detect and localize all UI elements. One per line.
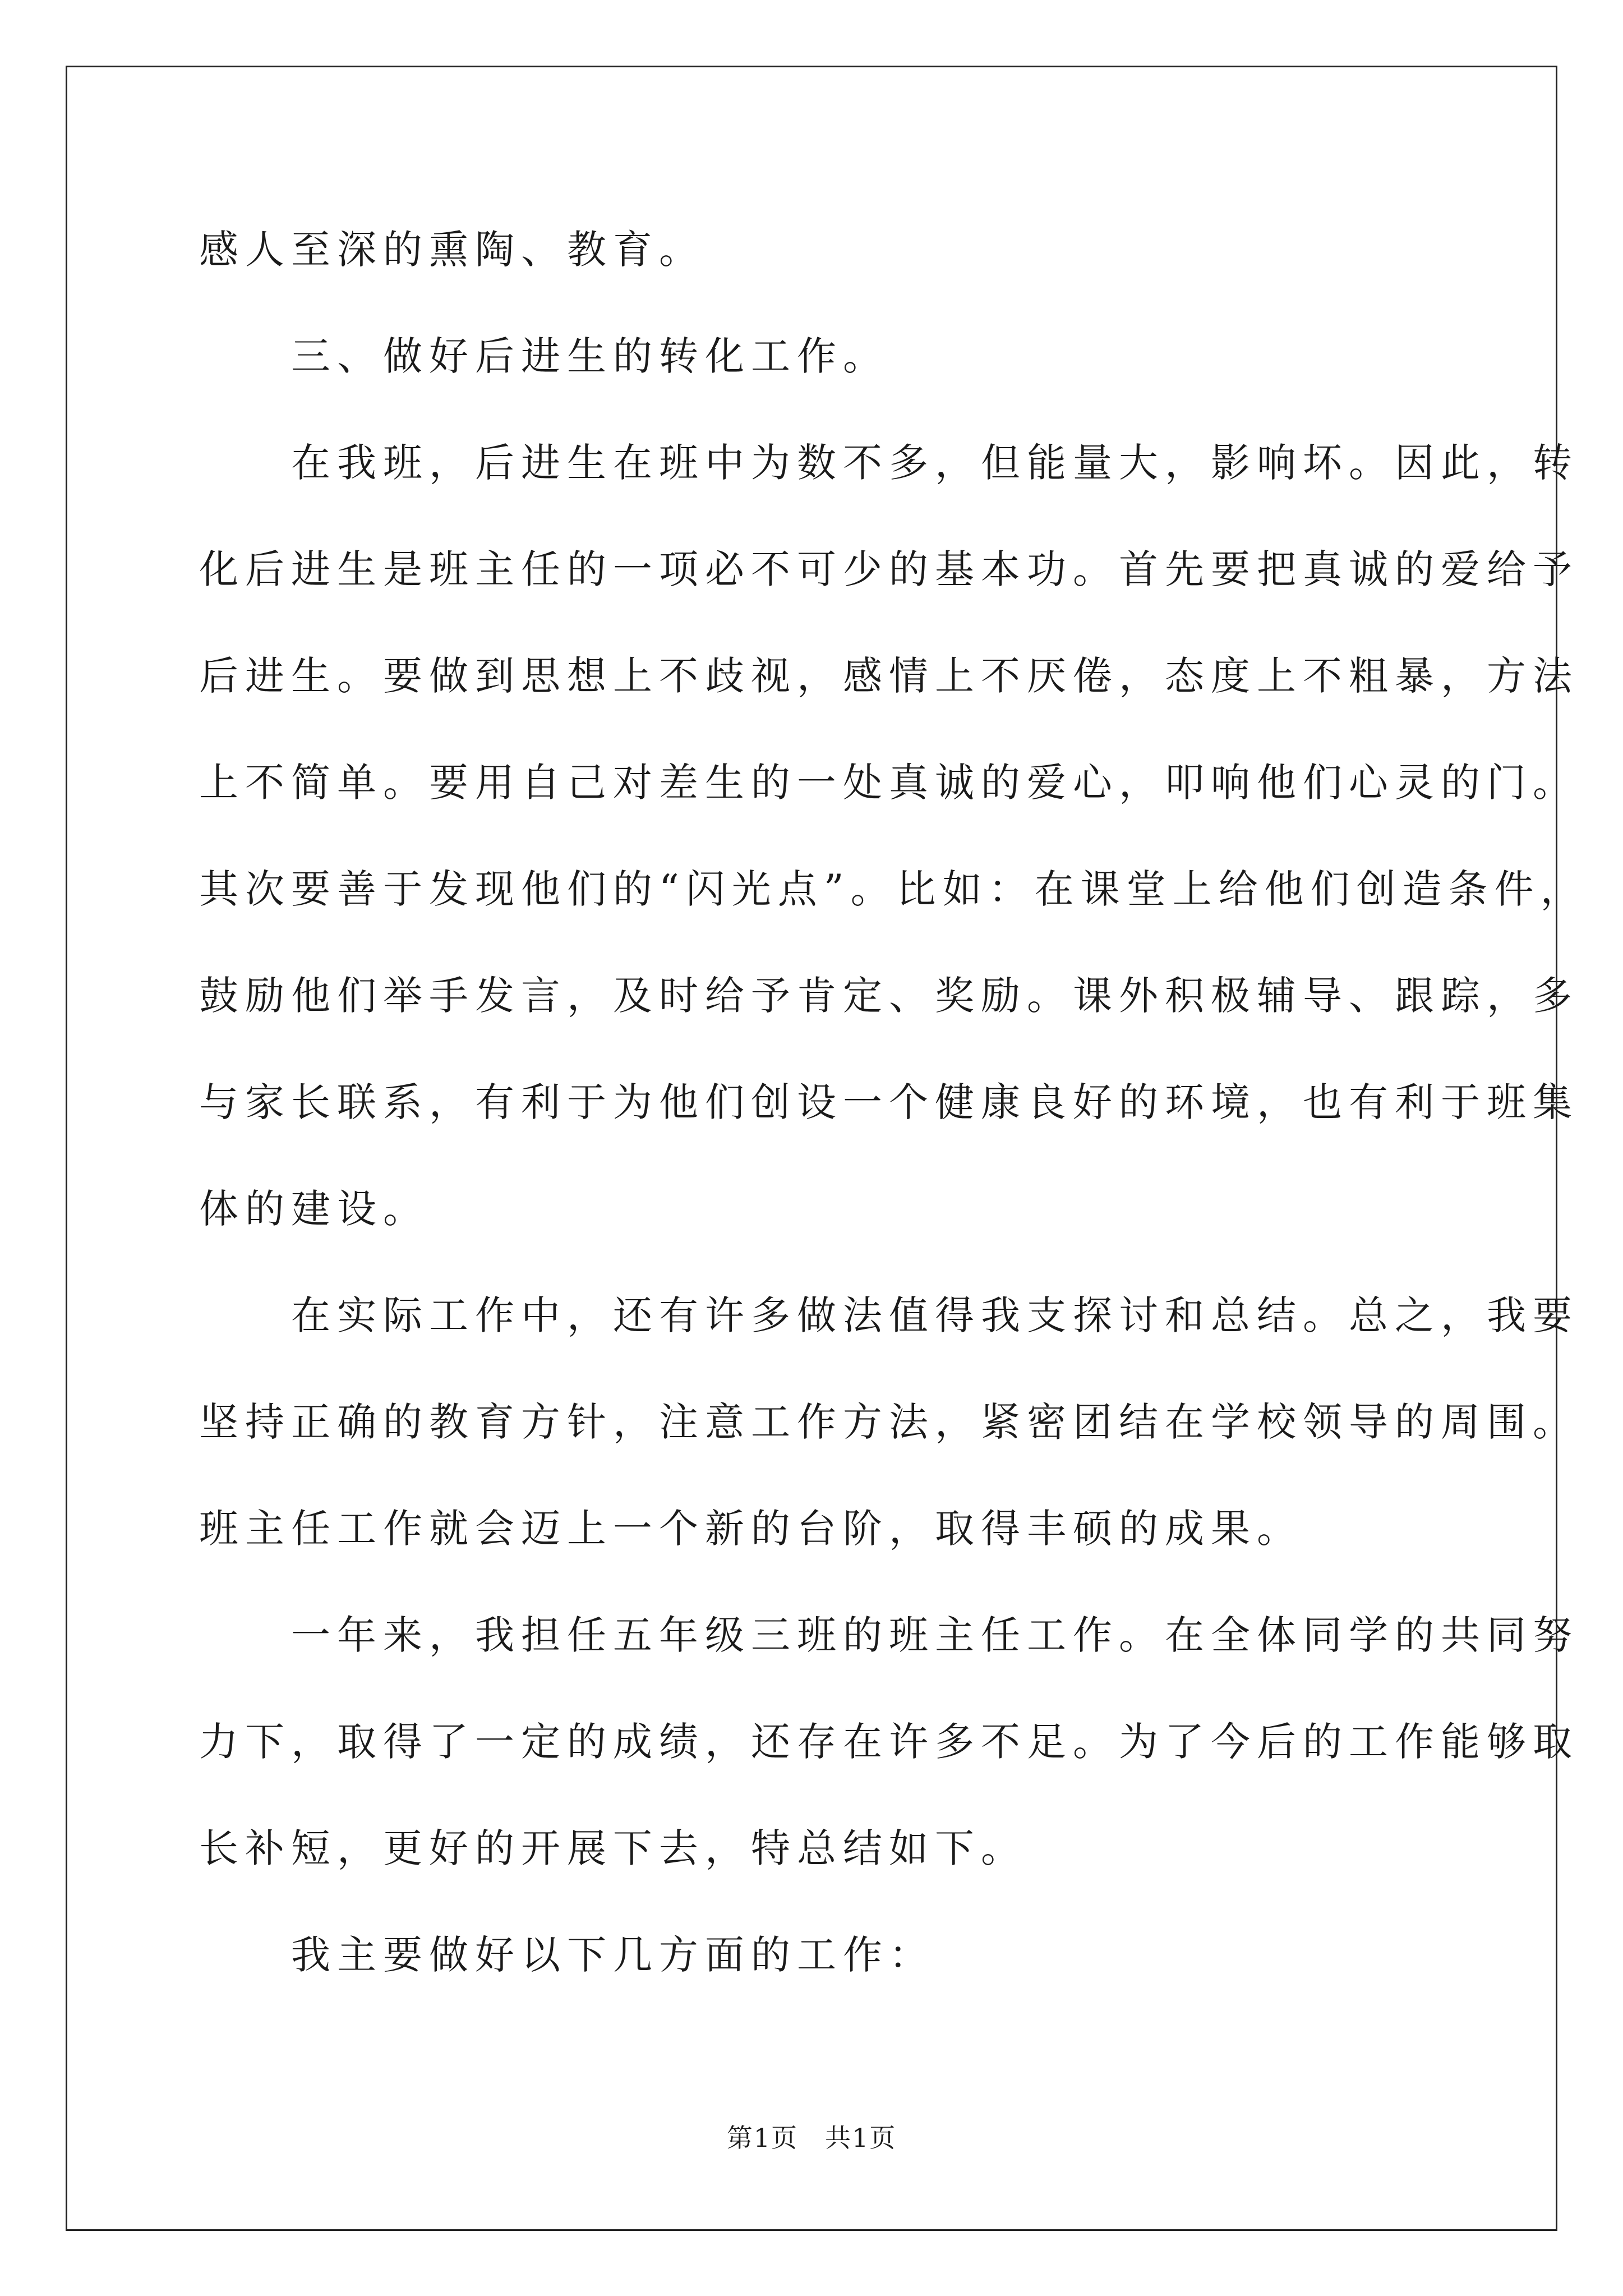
text-line: 体的建设。	[199, 1186, 429, 1232]
text-line: 后进生。要做到思想上不歧视，感情上不厌倦，态度上不粗暴，方法	[199, 653, 1579, 699]
text-line: 上不简单。要用自己对差生的一处真诚的爱心，叩响他们心灵的门。	[199, 760, 1579, 806]
text-line: 化后进生是班主任的一项必不可少的基本功。首先要把真诚的爱给予	[199, 546, 1579, 592]
text-line: 一年来，我担任五年级三班的班主任工作。在全体同学的共同努	[199, 1612, 1579, 1658]
text-line: 班主任工作就会迈上一个新的台阶，取得丰硕的成果。	[199, 1506, 1303, 1552]
text-line: 与家长联系，有利于为他们创设一个健康良好的环境，也有利于班集	[199, 1079, 1579, 1125]
text-line: 在我班，后进生在班中为数不多，但能量大，影响坏。因此，转	[199, 440, 1579, 486]
text-line: 感人至深的熏陶、教育。	[199, 227, 705, 273]
text-line: 长补短，更好的开展下去，特总结如下。	[199, 1825, 1027, 1871]
text-line: 坚持正确的教育方针，注意工作方法，紧密团结在学校领导的周围。	[199, 1399, 1579, 1445]
text-line: 我主要做好以下几方面的工作：	[199, 1932, 935, 1978]
page-number-footer: 第1页 共1页	[726, 2123, 897, 2153]
text-line: 三、做好后进生的转化工作。	[199, 333, 889, 379]
text-line: 其次要善于发现他们的“闪光点”。比如：在课堂上给他们创造条件，	[199, 866, 1587, 912]
text-line: 在实际工作中，还有许多做法值得我支探讨和总结。总之，我要	[199, 1292, 1579, 1338]
text-line: 力下，取得了一定的成绩，还存在许多不足。为了今后的工作能够取	[199, 1719, 1579, 1765]
text-line: 鼓励他们举手发言，及时给予肯定、奖励。课外积极辅导、跟踪，多	[199, 973, 1579, 1019]
page-border	[66, 66, 1557, 2231]
